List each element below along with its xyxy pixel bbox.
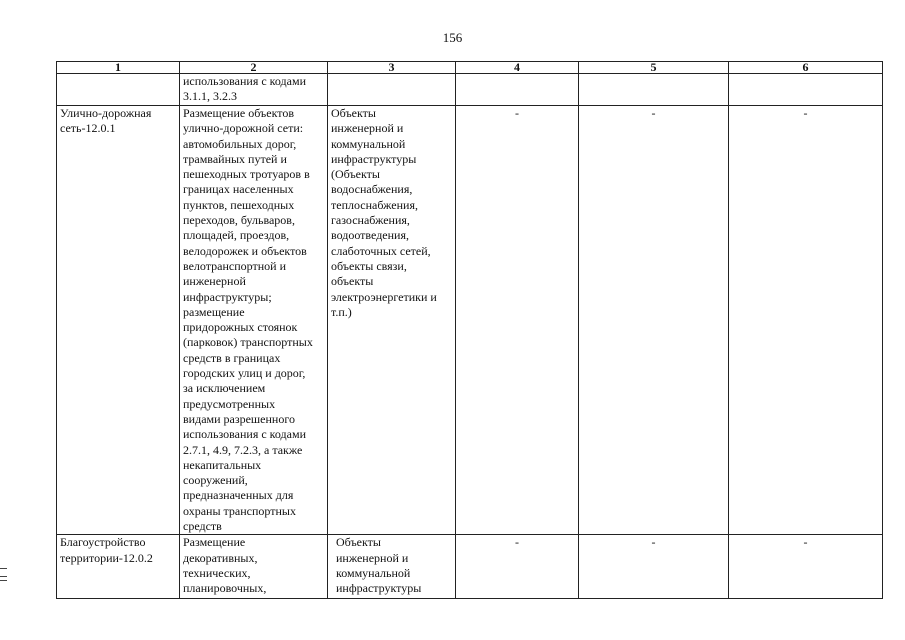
table-cell-col4: - xyxy=(456,106,579,535)
table-row xyxy=(57,106,883,535)
column-header: 4 xyxy=(456,62,579,74)
table-cell-description: использования с кодами 3.1.1, 3.2.3 xyxy=(180,74,328,106)
scan-edge-mark xyxy=(0,568,7,569)
column-header: 2 xyxy=(180,62,328,74)
scan-edge-mark xyxy=(0,580,7,581)
table-cell-col6: - xyxy=(729,106,883,535)
table-cell-col6: - xyxy=(729,535,883,599)
table-cell-name: Благоустройство территории-12.0.2 xyxy=(57,535,180,599)
table-cell-col5: - xyxy=(579,106,729,535)
table-cell-col5: - xyxy=(579,535,729,599)
page-number: 156 xyxy=(442,30,463,45)
table-cell xyxy=(57,74,180,106)
column-header: 3 xyxy=(328,62,456,74)
column-header: 5 xyxy=(579,62,729,74)
column-header: 1 xyxy=(57,62,180,74)
table-cell-name: Улично-дорожная сеть-12.0.1 xyxy=(57,106,180,535)
table-cell xyxy=(729,74,883,106)
table-cell-description: Размещение декоративных, технических, планировочных, xyxy=(180,535,328,599)
table-row-continuation xyxy=(57,74,883,106)
table-cell xyxy=(456,74,579,106)
scan-edge-mark xyxy=(0,576,7,577)
table-cell-description: Размещение объектов улично-дорожной сети: автомобильных дорог, трамвайных путей и пешеходных тротуаров в границах населенных пунктов, пешеходных переходов, бульваров, площадей, проездов, велодорожек и объектов велотранспортной и инженерной инфраструктуры; размещение придорожных стоянок (парковок) транспортных средств в границах городских улиц и дорог, за исключением предусмотренных видами разрешенного использования с кодами 2.7.1, 4.9, 7.2.3, а также некапитальных сооружений, предназначенных для охраны транспортных средств xyxy=(180,106,328,535)
table-cell-objects: Объекты инженерной и коммунальной инфраструктуры (Объекты водоснабжения, теплоснабжения, газоснабжения, водоотведения, слаботочных сетей, объекты связи, объекты электроэнергетики и т.п.) xyxy=(328,106,456,535)
table-cell xyxy=(328,74,456,106)
table-row xyxy=(57,535,883,599)
table-cell-col4: - xyxy=(456,535,579,599)
column-header: 6 xyxy=(729,62,883,74)
table-header-row xyxy=(57,62,883,74)
land-use-table xyxy=(56,61,883,599)
table-cell-objects: Объекты инженерной и коммунальной инфраструктуры xyxy=(328,535,456,599)
table-cell xyxy=(579,74,729,106)
